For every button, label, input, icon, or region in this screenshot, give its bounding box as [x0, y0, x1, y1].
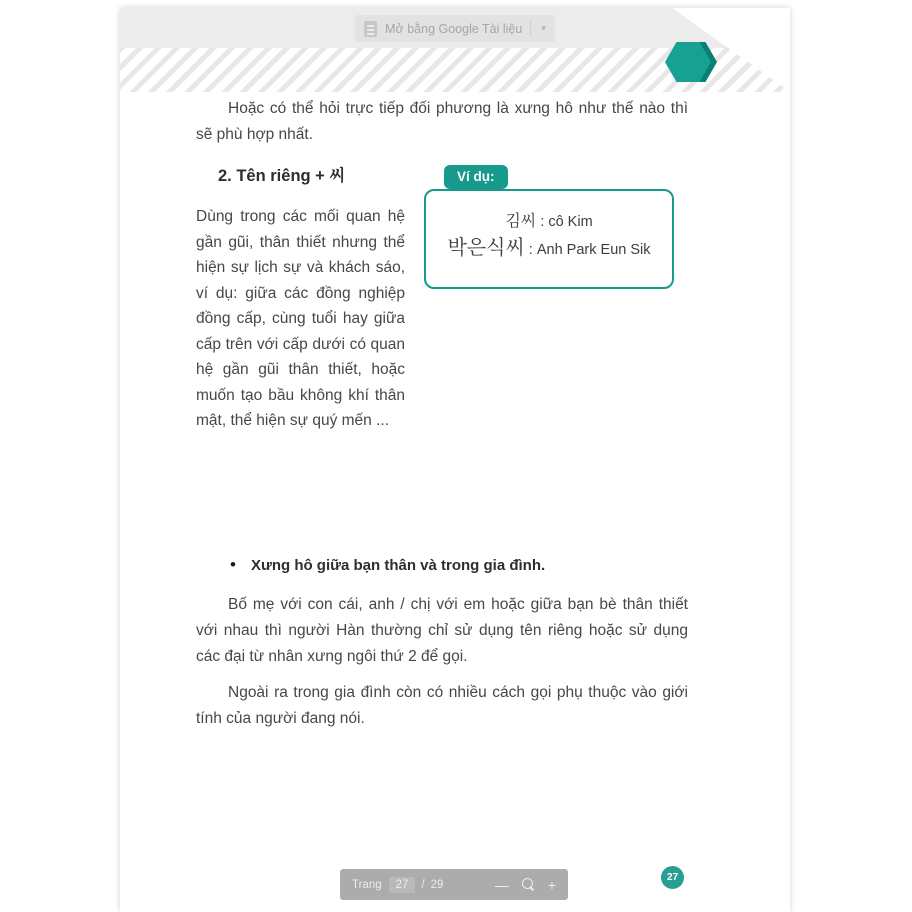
- document-page: [120, 8, 790, 912]
- current-page-input[interactable]: 27: [389, 877, 416, 893]
- bullet-heading: Xưng hô giữa bạn thân và trong gia đình.: [250, 557, 546, 574]
- korean-term: 김씨: [505, 213, 537, 230]
- intro-paragraph: Hoặc có thể hỏi trực tiếp đối phương là xưng hô như thế nào thì sẽ phù hợp nhất.: [196, 100, 688, 143]
- zoom-controls: [495, 878, 556, 892]
- total-pages: 29: [430, 878, 444, 891]
- paragraph-family: Bố mẹ với con cái, anh / chị với em hoặc giữa bạn bè thân thiết với nhau thì người Hàn thường chỉ sử dụng tên riêng hoặc sử dụng các đại từ nhân xưng ngôi thứ 2 để gọi.: [196, 596, 688, 665]
- translation-text: : cô Kim: [536, 214, 593, 230]
- example-box: [424, 189, 674, 289]
- chevron-down-icon[interactable]: ▾: [541, 23, 546, 33]
- open-button-label: Mở bằng Google Tài liệu: [385, 21, 523, 36]
- bullet-marker: •: [230, 555, 236, 574]
- open-with-google-docs-button[interactable]: [355, 15, 555, 42]
- example-line: [434, 209, 664, 235]
- korean-term: 박은식씨: [447, 237, 525, 259]
- example-line: [434, 235, 664, 263]
- page-navigation-toolbar: [340, 869, 568, 900]
- page-separator: /: [421, 878, 425, 891]
- zoom-out-button[interactable]: —: [494, 876, 509, 893]
- zoom-in-button[interactable]: +: [547, 876, 556, 893]
- example-label-badge: Ví dụ:: [444, 165, 508, 189]
- section-heading: 2. Tên riêng + 씨: [218, 167, 346, 185]
- magnifier-icon[interactable]: [522, 878, 535, 891]
- page-label: Trang: [352, 878, 382, 891]
- page-number-badge: 27: [661, 866, 684, 889]
- bullet-item: [230, 555, 545, 575]
- translation-text: : Anh Park Eun Sik: [524, 242, 651, 258]
- google-docs-icon: [364, 21, 377, 37]
- paragraph-gender: Ngoài ra trong gia đình còn có nhiều cách gọi phụ thuộc vào giới tính của người đang nói.: [196, 684, 688, 727]
- button-divider: [530, 20, 531, 37]
- body-column-paragraph: Dùng trong các mối quan hệ gần gũi, thân thiết nhưng thể hiện sự lịch sự và khách sáo, ví dụ: giữa các đồng nghiệp đồng cấp, cùng tuổi hay giữa cấp trên với cấp dưới có quan hệ gần gũi thân thiết, hoặc muốn tạo bầu không khí thân mật, thể hiện sự quý mến ...: [196, 208, 405, 429]
